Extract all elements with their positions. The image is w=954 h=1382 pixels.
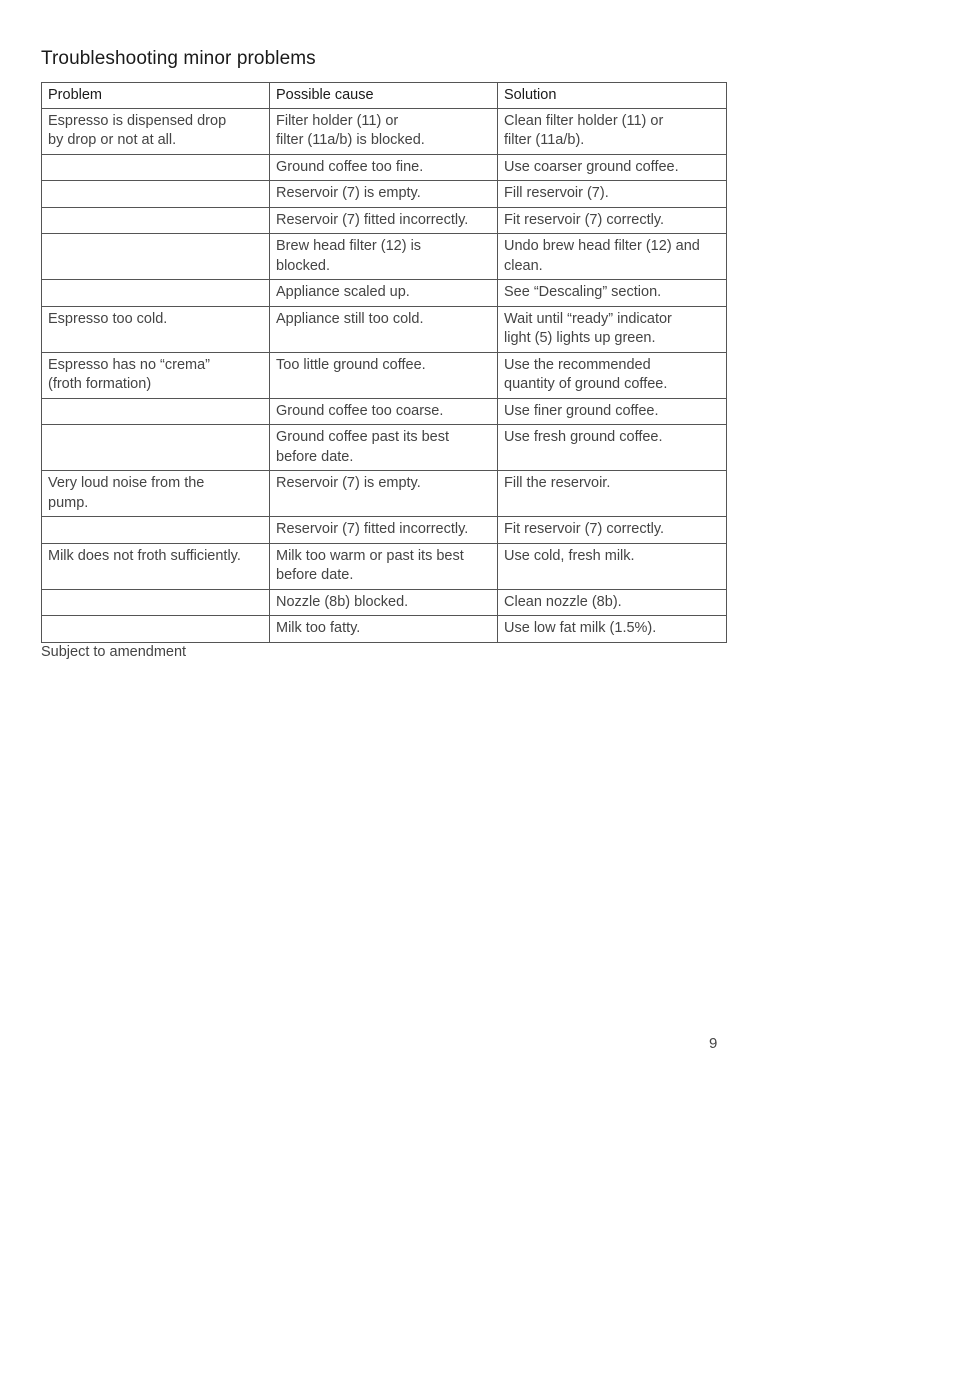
cell-solution: Fill the reservoir.: [498, 471, 727, 517]
table-header: [42, 83, 727, 109]
cell-problem: [42, 616, 270, 643]
cell-possible-cause: Appliance still too cold.: [270, 306, 498, 352]
cell-possible-cause: Ground coffee past its best before date.: [270, 425, 498, 471]
table-row: [42, 616, 727, 643]
cell-solution: Use coarser ground coffee.: [498, 154, 727, 181]
cell-possible-cause: Brew head filter (12) is blocked.: [270, 234, 498, 280]
table-row: [42, 207, 727, 234]
cell-possible-cause: Ground coffee too fine.: [270, 154, 498, 181]
cell-possible-cause: Ground coffee too coarse.: [270, 398, 498, 425]
cell-possible-cause: Filter holder (11) or filter (11a/b) is blocked.: [270, 108, 498, 154]
column-header-possible-cause: Possible cause: [270, 83, 498, 109]
cell-solution: Use cold, fresh milk.: [498, 543, 727, 589]
cell-problem: [42, 425, 270, 471]
cell-possible-cause: Nozzle (8b) blocked.: [270, 589, 498, 616]
cell-problem: Espresso is dispensed drop by drop or not at all.: [42, 108, 270, 154]
table-row: [42, 471, 727, 517]
table-row: [42, 517, 727, 544]
cell-possible-cause: Reservoir (7) is empty.: [270, 181, 498, 208]
cell-problem: [42, 181, 270, 208]
cell-problem: [42, 234, 270, 280]
table-row: [42, 181, 727, 208]
cell-solution: Fit reservoir (7) correctly.: [498, 207, 727, 234]
cell-solution: Use finer ground coffee.: [498, 398, 727, 425]
cell-problem: Espresso has no “crema” (froth formation): [42, 352, 270, 398]
table-row: [42, 543, 727, 589]
cell-possible-cause: Reservoir (7) fitted incorrectly.: [270, 207, 498, 234]
table-row: [42, 425, 727, 471]
column-header-solution: Solution: [498, 83, 727, 109]
cell-possible-cause: Milk too fatty.: [270, 616, 498, 643]
table-row: [42, 398, 727, 425]
table-row: [42, 589, 727, 616]
table-header-row: [42, 83, 727, 109]
cell-problem: [42, 517, 270, 544]
cell-problem: [42, 154, 270, 181]
cell-solution: Clean nozzle (8b).: [498, 589, 727, 616]
cell-possible-cause: Milk too warm or past its best before date.: [270, 543, 498, 589]
cell-problem: [42, 280, 270, 307]
cell-solution: Clean filter holder (11) or filter (11a/b).: [498, 108, 727, 154]
cell-problem: [42, 398, 270, 425]
footnote: Subject to amendment: [41, 644, 187, 660]
page-title: Troubleshooting minor problems: [41, 48, 316, 69]
cell-possible-cause: Too little ground coffee.: [270, 352, 498, 398]
cell-solution: Undo brew head filter (12) and clean.: [498, 234, 727, 280]
cell-possible-cause: Appliance scaled up.: [270, 280, 498, 307]
cell-possible-cause: Reservoir (7) is empty.: [270, 471, 498, 517]
table-row: [42, 154, 727, 181]
cell-solution: Use low fat milk (1.5%).: [498, 616, 727, 643]
table-row: [42, 306, 727, 352]
troubleshooting-table: [41, 82, 727, 643]
cell-problem: Milk does not froth sufficiently.: [42, 543, 270, 589]
column-header-problem: Problem: [42, 83, 270, 109]
cell-solution: See “Descaling” section.: [498, 280, 727, 307]
cell-solution: Fit reservoir (7) correctly.: [498, 517, 727, 544]
cell-problem: [42, 589, 270, 616]
table-row: [42, 108, 727, 154]
cell-possible-cause: Reservoir (7) fitted incorrectly.: [270, 517, 498, 544]
table-row: [42, 352, 727, 398]
table-row: [42, 234, 727, 280]
cell-solution: Wait until “ready” indicator light (5) lights up green.: [498, 306, 727, 352]
cell-problem: [42, 207, 270, 234]
cell-problem: Very loud noise from the pump.: [42, 471, 270, 517]
table-row: [42, 280, 727, 307]
page-number: 9: [709, 1035, 718, 1052]
cell-solution: Use the recommended quantity of ground coffee.: [498, 352, 727, 398]
table-body: [42, 108, 727, 642]
cell-solution: Fill reservoir (7).: [498, 181, 727, 208]
cell-solution: Use fresh ground coffee.: [498, 425, 727, 471]
cell-problem: Espresso too cold.: [42, 306, 270, 352]
